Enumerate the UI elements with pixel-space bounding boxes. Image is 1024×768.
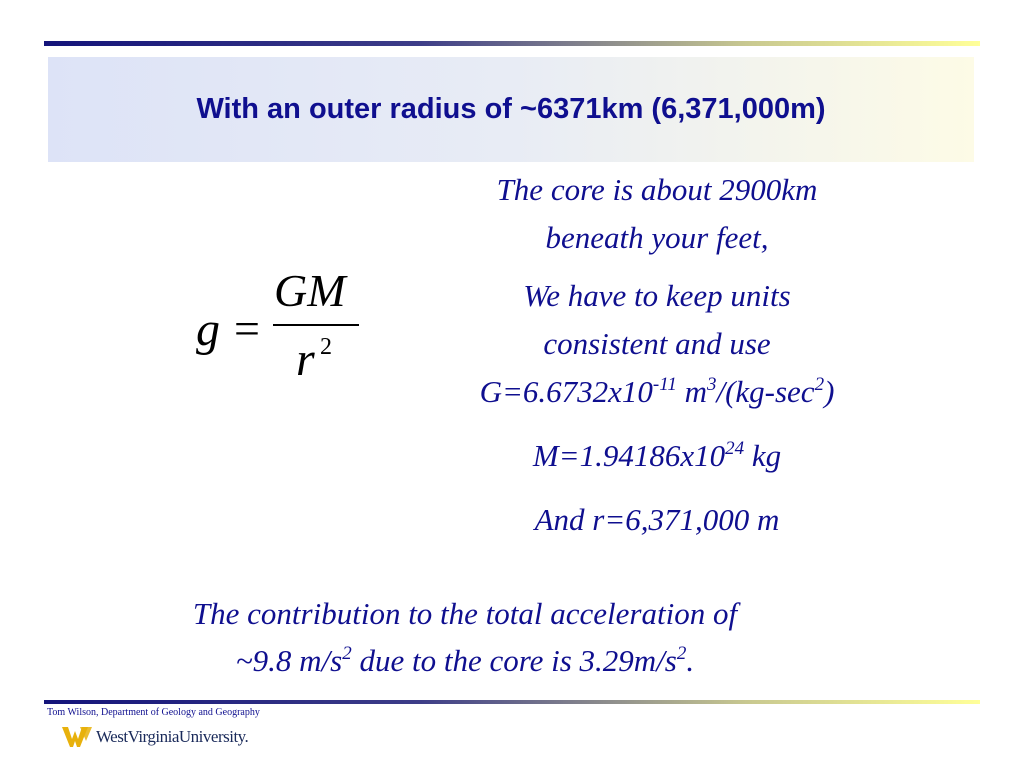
g-constant-line	[420, 368, 894, 416]
top-rule	[44, 41, 980, 46]
mass-line	[420, 432, 894, 480]
core-depth-line-2: beneath your feet,	[545, 220, 769, 255]
mass-text: M=1.94186x10	[532, 438, 726, 473]
units-line-1: We have to keep units	[523, 278, 791, 313]
wvu-logo	[62, 722, 248, 752]
g-constant-unit-exp2: 2	[814, 374, 825, 395]
conclusion-line-1: The contribution to the total acceleration of	[192, 596, 738, 631]
mass-unit: kg	[744, 438, 782, 473]
g-constant-exponent: -11	[652, 374, 677, 395]
wvu-flying-wv-icon	[62, 725, 92, 749]
bottom-rule	[44, 700, 980, 704]
conclusion-accel: ~9.8 m/s	[235, 643, 343, 678]
conclusion-core-text: due to the core is 3.29m/s	[351, 643, 677, 678]
formula-denominator: r	[296, 333, 315, 386]
wvu-logo-text: WestVirginiaUniversity.	[96, 727, 249, 746]
gravity-formula	[192, 262, 382, 392]
right-column-text	[420, 166, 894, 544]
formula-equals: =	[234, 303, 260, 354]
formula-exponent: 2	[320, 334, 332, 360]
conclusion-core-exp: 2	[676, 643, 687, 664]
units-line-2: consistent and use	[543, 326, 771, 361]
bottom-conclusion	[60, 590, 870, 684]
g-constant-close: )	[824, 374, 835, 409]
conclusion-line-2	[60, 637, 870, 684]
footer-credit: Tom Wilson, Department of Geology and Geography	[47, 707, 260, 718]
g-constant-unit-denominator: /(kg-sec	[716, 374, 815, 409]
core-depth-line-1: The core is about 2900km	[496, 172, 818, 207]
conclusion-accel-exp: 2	[342, 643, 352, 664]
formula-lhs: g	[196, 303, 220, 356]
formula-numerator: GM	[274, 265, 346, 316]
slide-title: With an outer radius of ~6371km (6,371,000m)	[196, 93, 826, 125]
g-constant-unit-m: m	[676, 374, 707, 409]
radius-line: And r=6,371,000 m	[534, 502, 780, 537]
g-constant-unit-exp: 3	[706, 374, 717, 395]
g-constant-text: G=6.6732x10	[479, 374, 653, 409]
fraction-bar	[273, 324, 359, 326]
mass-exponent: 24	[725, 438, 745, 459]
conclusion-period: .	[686, 643, 695, 678]
